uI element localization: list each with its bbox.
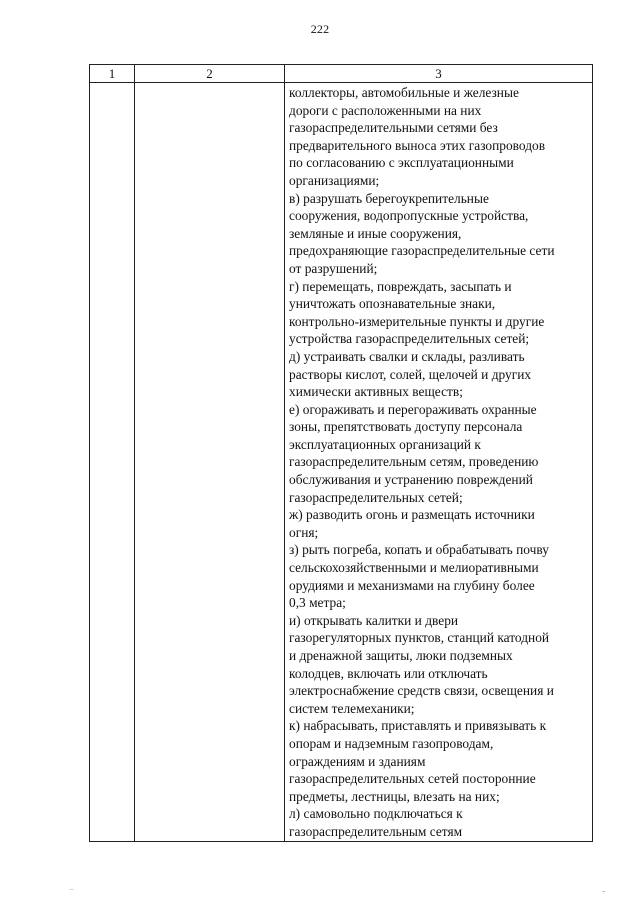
- page-number: 222: [310, 22, 330, 36]
- text-line: систем телемеханики;: [289, 700, 415, 716]
- text-line: уничтожать опознавательные знаки,: [289, 296, 496, 312]
- text-line: предохраняющие газораспределительные сети: [289, 243, 555, 259]
- text-line: химически активных веществ;: [289, 384, 463, 400]
- text-line: з) рыть погреба, копать и обрабатывать почву: [289, 542, 549, 558]
- text-line: и дренажной защиты, люки подземных: [289, 648, 513, 663]
- prohibitions-text: [285, 83, 592, 841]
- text-line: колодцев, включать или отключать: [289, 665, 488, 681]
- text-line: сооружения, водопропускные устройства,: [289, 208, 529, 224]
- text-line: зоны, препятствовать доступу персонала: [289, 419, 523, 435]
- text-line: ж) разводить огонь и размещать источники: [289, 507, 535, 523]
- regulation-table: [89, 64, 593, 842]
- cell-col-3: [285, 83, 593, 842]
- cell-col-1: [90, 83, 135, 842]
- text-line: по согласованию с эксплуатационными: [289, 155, 514, 171]
- text-line: организациями;: [289, 172, 380, 188]
- text-line: обслуживания и устранению повреждений: [289, 472, 533, 488]
- text-line: 0,3 метра;: [289, 595, 346, 611]
- text-line: растворы кислот, солей, щелочей и других: [289, 366, 532, 382]
- column-header-3: 3: [285, 65, 593, 83]
- cell-col-2: [135, 83, 285, 842]
- text-line: электроснабжение средств связи, освещения и: [289, 683, 554, 699]
- text-line: дороги с расположенными на них: [289, 102, 482, 118]
- text-line: контрольно-измерительные пункты и другие: [289, 313, 545, 329]
- text-line: устройства газораспределительных сетей;: [289, 331, 530, 347]
- text-line: газораспределительным сетям, проведению: [289, 454, 539, 470]
- text-line: к) набрасывать, приставлять и привязывать к: [289, 718, 547, 734]
- text-line: огня;: [289, 524, 319, 540]
- text-line: в) разрушать берегоукрепительные: [289, 190, 489, 206]
- text-line: предварительного выноса этих газопроводов: [289, 137, 546, 153]
- text-line: опорам и надземным газопроводам,: [289, 735, 494, 751]
- text-line: эксплуатационных организаций к: [289, 436, 481, 452]
- text-line: газорегуляторных пунктов, станций катодной: [289, 630, 550, 646]
- text-line: газораспределительных сетей посторонние: [289, 771, 536, 787]
- scan-mark-right: ˜: [602, 890, 606, 901]
- text-line: г) перемещать, повреждать, засыпать и: [289, 278, 512, 294]
- text-line: и) открывать калитки и двери: [289, 612, 459, 628]
- text-line: сельскохозяйственными и мелиоративными: [289, 560, 539, 576]
- scan-mark-left: ‾: [70, 890, 74, 901]
- column-header-1: 1: [90, 65, 135, 83]
- text-line: земляные и иные сооружения,: [289, 225, 462, 241]
- column-header-2: 2: [135, 65, 285, 83]
- text-line: газораспределительных сетей;: [289, 489, 463, 505]
- text-line: орудиями и механизмами на глубину более: [289, 577, 535, 593]
- text-line: е) огораживать и перегораживать охранные: [289, 401, 537, 417]
- text-line: ограждениям и зданиям: [289, 753, 426, 769]
- text-line: коллекторы, автомобильные и железные: [289, 85, 519, 100]
- text-line: предметы, лестницы, влезать на них;: [289, 788, 500, 804]
- table-header-row: [90, 65, 593, 83]
- text-line: газораспределительным сетям: [289, 823, 463, 839]
- text-line: д) устраивать свалки и склады, разливать: [289, 348, 525, 364]
- text-line: л) самовольно подключаться к: [289, 806, 463, 822]
- text-line: газораспределительными сетями без: [289, 120, 498, 136]
- table-row: [90, 83, 593, 842]
- text-line: от разрушений;: [289, 260, 378, 276]
